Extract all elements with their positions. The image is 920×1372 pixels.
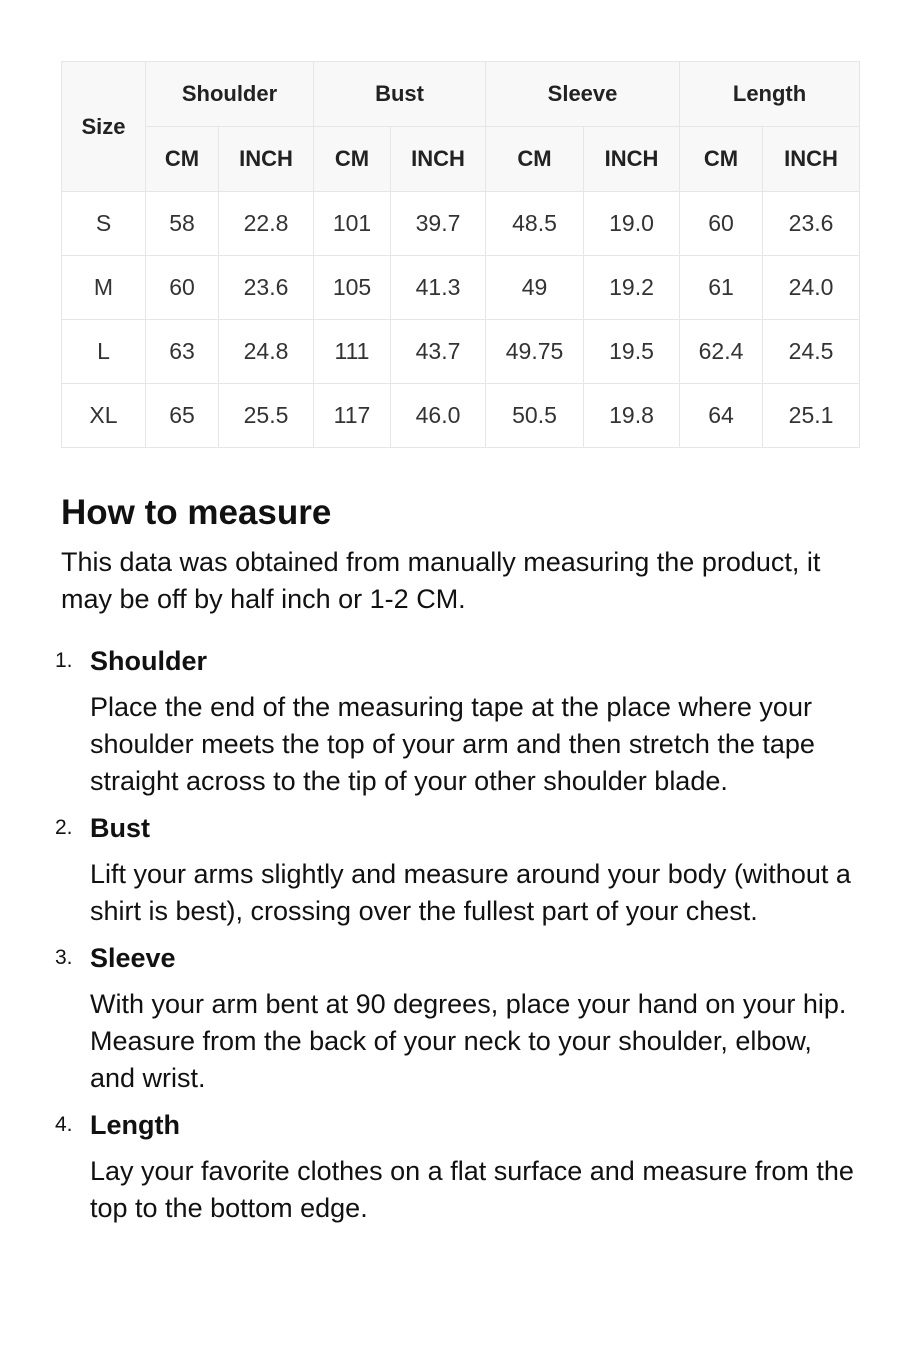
value-cell: 58 — [146, 192, 219, 256]
value-cell: 23.6 — [219, 256, 314, 320]
step-text-bust: Lift your arms slightly and measure around your body (without a shirt is best), crossing over the fullest part of your chest. — [90, 859, 851, 926]
value-cell: 60 — [146, 256, 219, 320]
value-cell: 39.7 — [391, 192, 486, 256]
step-text-length: Lay your favorite clothes on a flat surface and measure from the top to the bottom edge. — [90, 1156, 854, 1223]
value-cell: 24.5 — [763, 320, 860, 384]
value-cell: 65 — [146, 384, 219, 448]
intro-text: This data was obtained from manually measuring the product, it may be off by half inch or 1-2 CM. — [61, 547, 821, 614]
step-text-sleeve: With your arm bent at 90 degrees, place your hand on your hip. Measure from the back of your neck to your shoulder, elbow, and wrist. — [90, 989, 847, 1093]
value-cell: 46.0 — [391, 384, 486, 448]
step-text-shoulder: Place the end of the measuring tape at the place where your shoulder meets the top of your arm and then stretch the tape straight across to the tip of your other shoulder blade. — [90, 692, 815, 796]
step-title-length: Length — [90, 1110, 180, 1140]
unit-header: CM — [486, 127, 584, 192]
value-cell: 63 — [146, 320, 219, 384]
value-cell: 22.8 — [219, 192, 314, 256]
value-cell: 48.5 — [486, 192, 584, 256]
step-number: 3. — [55, 946, 73, 969]
size-cell: XL — [62, 384, 146, 448]
group-header-sleeve: Sleeve — [486, 62, 680, 127]
step-title-shoulder: Shoulder — [90, 646, 208, 676]
table-row — [62, 256, 860, 320]
value-cell: 19.8 — [584, 384, 680, 448]
value-cell: 49.75 — [486, 320, 584, 384]
measurement-steps-list — [55, 642, 861, 1227]
step-number: 4. — [55, 1113, 73, 1136]
list-item — [55, 809, 861, 930]
value-cell: 60 — [680, 192, 763, 256]
unit-header: CM — [146, 127, 219, 192]
unit-header: INCH — [219, 127, 314, 192]
value-cell: 24.0 — [763, 256, 860, 320]
value-cell: 41.3 — [391, 256, 486, 320]
value-cell: 101 — [314, 192, 391, 256]
table-row — [62, 384, 860, 448]
value-cell: 24.8 — [219, 320, 314, 384]
group-header-length: Length — [680, 62, 860, 127]
size-cell: M — [62, 256, 146, 320]
value-cell: 23.6 — [763, 192, 860, 256]
table-row — [62, 192, 860, 256]
value-cell: 64 — [680, 384, 763, 448]
unit-header: INCH — [763, 127, 860, 192]
group-header-bust: Bust — [314, 62, 486, 127]
size-chart-table — [61, 61, 860, 448]
table-header-row-units — [62, 127, 860, 192]
size-cell: L — [62, 320, 146, 384]
value-cell: 19.0 — [584, 192, 680, 256]
how-to-measure-section — [55, 490, 861, 1236]
group-header-shoulder: Shoulder — [146, 62, 314, 127]
step-number: 1. — [55, 649, 73, 672]
value-cell: 43.7 — [391, 320, 486, 384]
value-cell: 50.5 — [486, 384, 584, 448]
value-cell: 111 — [314, 320, 391, 384]
step-title-bust: Bust — [90, 813, 150, 843]
size-header: Size — [62, 62, 146, 192]
list-item — [55, 939, 861, 1097]
value-cell: 49 — [486, 256, 584, 320]
table-row — [62, 320, 860, 384]
value-cell: 117 — [314, 384, 391, 448]
unit-header: INCH — [391, 127, 486, 192]
value-cell: 61 — [680, 256, 763, 320]
list-item — [55, 1106, 861, 1227]
value-cell: 105 — [314, 256, 391, 320]
value-cell: 19.5 — [584, 320, 680, 384]
step-number: 2. — [55, 816, 73, 839]
unit-header: CM — [680, 127, 763, 192]
table-header-row-groups — [62, 62, 860, 127]
value-cell: 25.5 — [219, 384, 314, 448]
size-cell: S — [62, 192, 146, 256]
step-title-sleeve: Sleeve — [90, 943, 176, 973]
value-cell: 25.1 — [763, 384, 860, 448]
value-cell: 62.4 — [680, 320, 763, 384]
section-title: How to measure — [61, 493, 332, 532]
unit-header: CM — [314, 127, 391, 192]
unit-header: INCH — [584, 127, 680, 192]
list-item — [55, 642, 861, 800]
value-cell: 19.2 — [584, 256, 680, 320]
